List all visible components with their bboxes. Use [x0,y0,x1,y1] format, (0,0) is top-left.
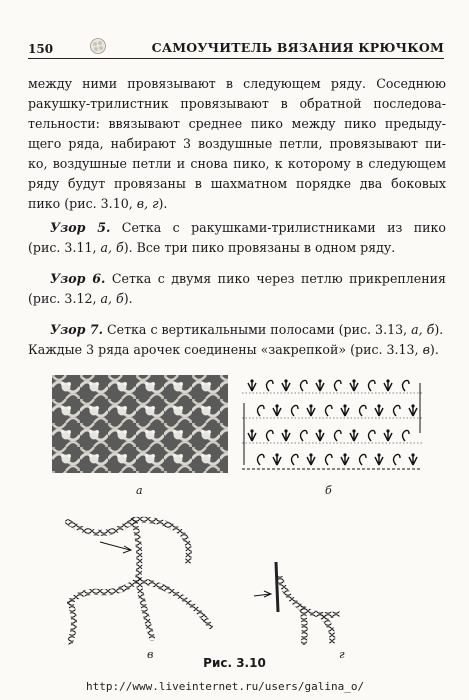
text-line: ко, воздушные петли и снова пико, к которому в следующем [28,156,446,171]
text-line [28,289,446,309]
text-line: ракушку-трилистник провязывают в обратной последова- [28,96,446,111]
crochet-symbol [316,429,324,441]
crochet-symbol [267,430,274,441]
crochet-symbol [335,430,342,441]
crochet-symbol [258,454,265,465]
crochet-symbol [292,405,299,416]
text-run: Сетка с ракушками-трилистниками из пико [110,220,446,235]
crochet-symbol [307,404,315,416]
text-line: щего ряда, набирают 3 воздушные петли, провязывают пи- [28,136,446,151]
crochet-symbol [282,379,290,391]
text-run: пико (рис. 3.10, [28,196,137,211]
crochet-symbol [273,404,281,416]
crochet-symbol [258,405,265,416]
crochet-symbol [292,454,299,465]
header-rule [28,58,444,59]
subfigure-label-a: а [136,484,143,497]
text-run: ). [429,342,439,357]
crochet-symbol [369,380,376,391]
text-run: ). [123,291,133,306]
hook-drawing-g [252,560,360,646]
watermark-url: http://www.liveinternet.ru/users/galina_o/ [86,680,365,693]
text-run: ). [434,322,444,337]
crochet-symbol [273,453,281,465]
crochet-symbol [409,453,417,465]
crochet-symbol [350,379,358,391]
subfigure-label-v: в [147,648,154,661]
text-run: Сетка с вертикальными полосами (рис. 3.13, [103,322,412,337]
crochet-symbol [341,404,349,416]
crochet-symbol [307,453,315,465]
crochet-symbol [326,405,333,416]
pattern-5-paragraph [28,218,446,258]
paragraph-continued [28,74,446,214]
text-line: ряду будут провязаны в шахматном порядке два боковых [28,176,446,191]
crochet-symbol [335,380,342,391]
crochet-symbol [403,380,410,391]
figure-ref: а, б [411,322,435,337]
crochet-symbol [360,454,367,465]
figure-ref: а, б [100,291,124,306]
text-line: тельности: ввязывают среднее пико между пико предыду- [28,116,446,131]
text-run: (рис. 3.12, [28,291,101,306]
text-run: Сетка с двумя пико через петлю прикрепления [105,271,446,286]
crochet-symbol [409,404,417,416]
figure-caption: Рис. 3.10 [203,656,266,670]
crochet-symbol [350,429,358,441]
crochet-symbol [341,453,349,465]
crochet-symbol [282,429,290,441]
pattern-7-paragraph [28,320,446,360]
crochet-symbol [301,430,308,441]
crochet-symbol [248,379,256,391]
pattern-6-paragraph [28,269,446,309]
page-number: 150 [28,42,54,56]
text-line [28,238,446,258]
text-line: между ними провязывают в следующем ряду. Соседнюю [28,76,446,91]
crochet-symbol [248,429,256,441]
crochet-symbol [316,379,324,391]
text-line [28,320,446,340]
subfigure-label-g: г [339,648,345,661]
figure-ref: в [422,342,430,357]
text-line [28,340,446,360]
pattern-label: Узор 6. [50,271,106,286]
crochet-symbol [369,430,376,441]
crochet-symbol [394,405,401,416]
crochet-symbol [301,380,308,391]
text-run: (рис. 3.11, [28,240,101,255]
running-title: САМОУЧИТЕЛЬ ВЯЗАНИЯ КРЮЧКОМ [151,40,444,55]
text-run: ). [158,196,168,211]
pattern-label: Узор 7. [50,322,103,337]
crochet-symbol [326,454,333,465]
crochet-symbol [384,379,392,391]
crochet-symbol [384,429,392,441]
text-run: Каждые 3 ряда арочек соединены «закрепкой» (рис. 3.13, [28,342,423,357]
text-line [28,269,446,289]
figure-ref: а, б [100,240,124,255]
flower-emblem-icon [86,37,110,55]
subfigure-label-b: б [325,484,332,497]
crochet-chart-b [238,373,426,473]
text-run: ). Все три пико провязаны в одном ряду. [123,240,396,255]
page-header [28,34,444,60]
crochet-symbol [267,380,274,391]
text-line [28,194,446,214]
crochet-symbol [375,404,383,416]
crochet-symbol [375,453,383,465]
chain-drawing-v [60,510,236,650]
crochet-symbol [394,454,401,465]
pattern-label: Узор 5. [50,220,111,235]
crochet-symbol [360,405,367,416]
lace-photo-a [52,375,228,473]
crochet-symbol [403,430,410,441]
figure-ref: в, г [136,196,159,211]
text-line [28,218,446,238]
